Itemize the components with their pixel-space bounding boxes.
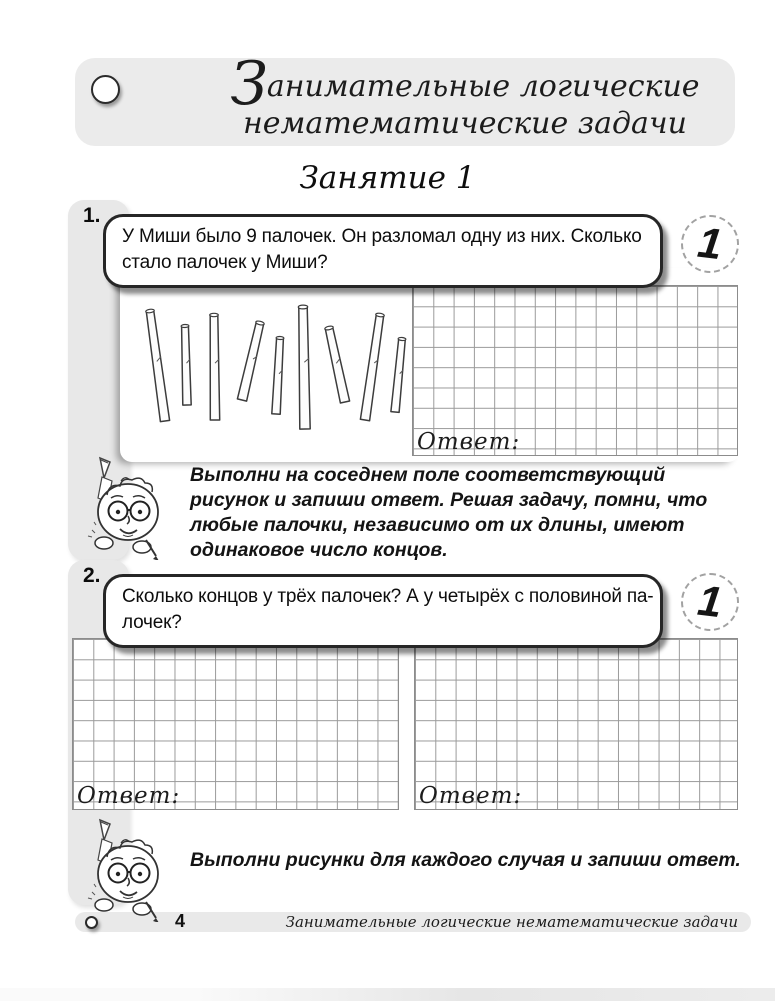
task1-number: 1. — [83, 204, 101, 227]
task2-question-line1: Сколько концов у трёх палочек? А у четырёх с половиной па- — [122, 586, 654, 607]
chapter-banner — [75, 49, 735, 146]
task2-number: 2. — [83, 564, 101, 587]
chapter-title-line1 — [185, 46, 745, 119]
task1-answer-label: Ответ: — [417, 429, 521, 455]
footer-bar — [75, 912, 751, 932]
task2-answer-label-left: Ответ: — [77, 783, 181, 809]
task1-points-badge — [681, 215, 739, 273]
lesson-title: Занятие 1 — [299, 160, 476, 196]
chapter-title-line1-text: анимательные логические — [266, 69, 700, 104]
sticks-illustration — [128, 276, 428, 456]
task1-instruction: Выполни на соседнем поле соответствующий рисунок и запиши ответ. Решая задачу, помни, что любые палочки, независимо от их длины, имеют одинаковое число концов. — [190, 464, 708, 561]
hole-punch-icon — [91, 75, 120, 104]
task2-question-line2: лочек? — [122, 612, 182, 633]
task1-question-line1: У Миши было 9 палочек. Он разломал одну из них. Сколько — [122, 226, 642, 247]
chapter-title-line2: нематематические задачи — [243, 106, 687, 141]
page-number: 4 — [175, 911, 186, 931]
pencil-boy-mascot-icon — [74, 812, 174, 922]
task2-points-badge — [681, 573, 739, 631]
task2-points-value: 1 — [695, 576, 725, 628]
task2-answer-grid-right — [414, 638, 738, 810]
chapter-dropcap: З — [230, 49, 267, 119]
task2-answer-grid-left — [72, 638, 399, 810]
pencil-boy-mascot-icon — [74, 450, 174, 560]
running-title: Занимательные логические нематематические задачи — [285, 913, 738, 931]
task1-points-value: 1 — [695, 218, 725, 270]
scan-edge-shadow — [0, 988, 775, 1001]
task2-question-bubble — [103, 574, 663, 648]
task2-instruction: Выполни рисунки для каждого случая и запиши ответ. — [190, 849, 741, 871]
task1-question-bubble — [103, 214, 663, 288]
task1-question-line2: стало палочек у Миши? — [122, 252, 328, 273]
task2-answer-label-right: Ответ: — [419, 783, 523, 809]
chapter-title — [185, 46, 745, 142]
task1-answer-grid — [412, 285, 738, 456]
task1-work-panel — [120, 268, 740, 462]
